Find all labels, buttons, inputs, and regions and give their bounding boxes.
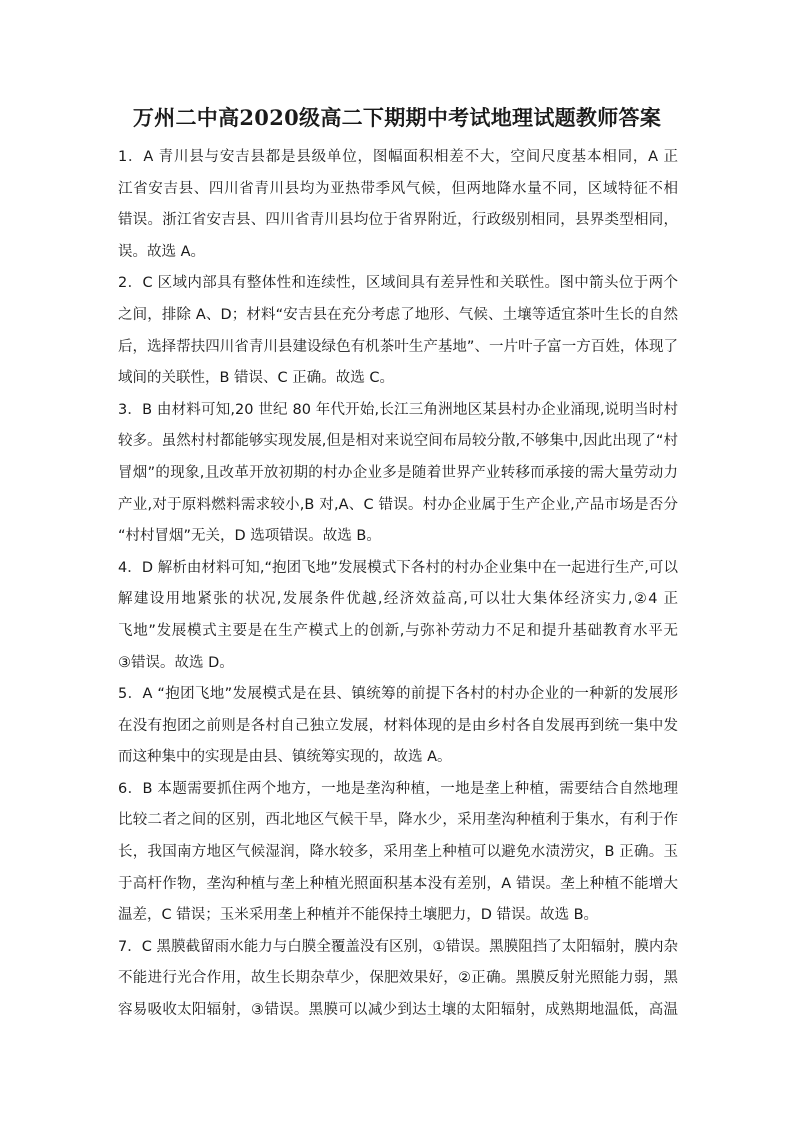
answer-line: 域间的关联性，B 错误、C 正确。故选 C。 [118,370,395,387]
answer-line: 长，我国南方地区气候湿润，降水较多，采用垄上种植可以避免水渍涝灾，B 正确。玉 [118,844,678,861]
answer-line: ③错误。故选 D。 [118,654,234,671]
answer-line: 江省安吉县、四川省青川县均为亚热带季风气候，但两地降水量不同，区域特征不相 [118,180,678,197]
answer-line: 在没有抱团之前则是各村自己独立发展，材料体现的是由乡村各自发展再到统一集中发 [118,717,678,734]
answer-item-4 [118,553,678,679]
answer-line: “村村冒烟”无关，D 选项错误。故选 B。 [118,528,381,545]
answer-line: 较多。虽然村村都能够实现发展,但是相对来说空间布局较分散,不够集中,因此出现了“村 [118,433,678,450]
answer-line: 2．C 区域内部具有整体性和连续性，区域间具有差异性和关联性。图中箭头位于两个 [118,275,678,292]
answer-line: 比较二者之间的区别，西北地区气候干旱，降水少，采用垄沟种植利于集水，有利于作 [118,812,678,829]
answer-line: 而这种集中的实现是由县、镇统筹实现的，故选 A。 [118,749,452,766]
answer-line: 飞地”发展模式主要是在生产模式上的创新,与弥补劳动力不足和提升基础教育水平无 [118,622,678,639]
answer-line: 后，选择帮扶四川省青川县建设绿色有机茶叶生产基地”、一片叶子富一方百姓，体现了 [118,338,678,355]
answer-item-3 [118,395,678,553]
answer-line: 温差，C 错误；玉米采用垄上种植并不能保持土壤肥力，D 错误。故选 B。 [118,907,599,924]
answer-line: 1．A 青川县与安吉县都是县级单位，图幅面积相差不大，空间尺度基本相同，A 正 [118,149,678,165]
answer-item-1 [118,142,678,268]
answer-line: 容易吸收太阳辐射，③错误。黑膜可以减少到达土壤的太阳辐射，成熟期地温低，高温 [118,1002,678,1019]
answer-line: 错误。浙江省安吉县、四川省青川县均位于省界附近，行政级别相同，县界类型相同， [118,212,678,229]
answer-line: 5．A “抱团飞地”发展模式是在县、镇统筹的前提下各村的村办企业的一种新的发展形 [118,686,678,703]
answer-line: 6．B 本题需要抓住两个地方，一地是垄沟种植，一地是垄上种植，需要结合自然地理 [118,780,678,797]
answer-line: 解建设用地紧张的状况,发展条件优越,经济效益高,可以壮大集体经济实力,②4 正 [118,591,678,608]
answer-line: 7．C 黑膜截留雨水能力与白膜全覆盖没有区别，①错误。黑膜阻挡了太阳辐射，膜内杂 [118,938,678,955]
answer-line: 3．B 由材料可知,20 世纪 80 年代开始,长江三角洲地区某县村办企业涌现,说明当时村 [118,401,678,418]
page-title: 万州二中高2020级高二下期期中考试地理试题教师答案 [132,105,662,130]
answer-line: 不能进行光合作用，故生长期杂草少，保肥效果好，②正确。黑膜反射光照能力弱，黑 [118,970,678,987]
answer-line: 产业,对于原料燃料需求较小,B 对,A、C 错误。村办企业属于生产企业,产品市场是否分 [118,496,678,513]
answer-line: 误。故选 A。 [118,243,206,260]
answer-item-2 [118,268,678,394]
answer-list [118,142,678,1027]
answer-item-7 [118,932,678,1027]
answer-item-5 [118,679,678,774]
answer-line: 4．D 解析由材料可知,“抱团飞地”发展模式下各村的村办企业集中在一起进行生产,可以 [118,559,678,576]
answer-line: 于高杆作物，垄沟种植与垄上种植光照面积基本没有差别，A 错误。垄上种植不能增大 [118,875,678,892]
answer-item-6 [118,774,678,932]
answer-line: 冒烟”的现象,且改革开放初期的村办企业多是随着世界产业转移而承接的需大量劳动力 [118,464,678,481]
answer-line: 之间，排除 A、D；材料“安吉县在充分考虑了地形、气候、土壤等适宜茶叶生长的自然 [118,306,678,323]
